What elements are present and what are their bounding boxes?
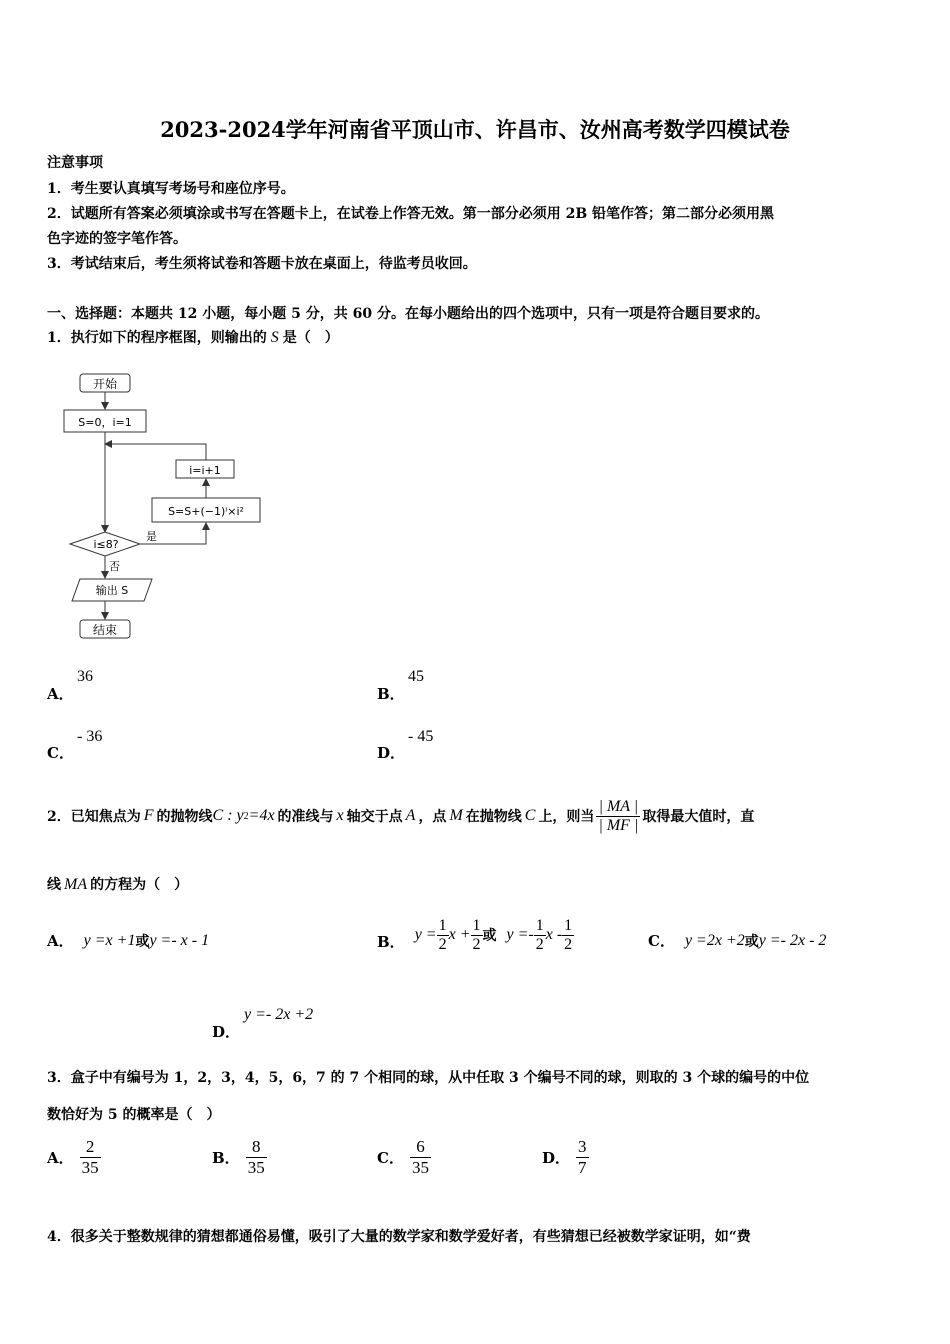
q1-option-a-value: 36	[77, 668, 93, 685]
notice-item-2-line-2: 色字迹的签字笔作答。	[47, 231, 187, 247]
q3-option-a-den: 35	[81, 1158, 99, 1177]
q2-option-b-x2: x -	[545, 926, 563, 943]
question-3-line-2: 数恰好为 5 的概率是（ ）	[47, 1107, 221, 1123]
q2-ratio-den: | MF |	[598, 816, 639, 834]
q2-text-1: 2．已知焦点为	[47, 809, 141, 825]
q2-f: F	[143, 807, 154, 824]
q2-option-b-frac3-den: 2	[535, 935, 544, 953]
q3-option-c	[377, 1137, 431, 1178]
q1-option-b-value: 45	[408, 668, 424, 685]
question-2-stem	[47, 786, 754, 846]
notice-heading: 注意事项	[47, 155, 103, 171]
q2-line2-pre: 线	[47, 877, 61, 893]
flow-no-label: 否	[109, 560, 120, 573]
q2-curve-rhs: =4x	[248, 807, 275, 824]
q2-a: A	[405, 807, 416, 824]
q2-text-7: 上，则当	[538, 809, 595, 825]
q3-option-b-label: B．	[212, 1149, 240, 1167]
q1-option-b-label: B．	[377, 685, 405, 703]
q1-option-d-label: D．	[377, 744, 406, 762]
q2-text-4: 轴交于点	[346, 809, 403, 825]
flow-yes-label: 是	[146, 530, 157, 543]
flow-output-label: 输出 S	[95, 584, 129, 597]
question-1-stem	[47, 327, 339, 347]
q2-option-a-label: A．	[47, 932, 74, 950]
q2-option-b-y: y =	[414, 926, 437, 943]
q3-option-d-den: 7	[578, 1158, 587, 1177]
q3-option-b-den: 35	[247, 1158, 265, 1177]
flow-init-label: S=0，i=1	[78, 416, 132, 429]
q3-option-d-num: 3	[578, 1137, 587, 1156]
q2-curve: C : y	[212, 807, 244, 824]
q3-option-c-label: C．	[377, 1149, 404, 1167]
q2-option-d-label: D．	[212, 1023, 241, 1041]
q3-option-c-num: 6	[416, 1137, 425, 1156]
page-title: 2023-2024学年河南省平顶山市、许昌市、汝州高考数学四模试卷	[160, 117, 790, 142]
q3-option-a-num: 2	[85, 1137, 95, 1156]
q2-ratio-num: | MA |	[598, 797, 639, 815]
q2-ma: MA	[64, 876, 88, 893]
q2-option-b	[377, 909, 574, 961]
q1-option-a-label: A．	[47, 685, 74, 703]
notice-item-2-line-1: 2．试题所有答案必须填涂或书写在答题卡上，在试卷上作答无效。第一部分必须用 2B 铅笔作答；第二部分必须用黑	[47, 206, 775, 222]
q2-option-b-frac4-num: 1	[564, 916, 573, 934]
q3-option-c-den: 35	[411, 1158, 429, 1177]
q2-text-2: 的抛物线	[156, 809, 213, 825]
q2-text-6: 在抛物线	[465, 809, 522, 825]
q2-ratio-fraction	[596, 798, 640, 835]
q2-option-a-or: 或	[135, 933, 150, 950]
q3-option-a	[47, 1137, 101, 1178]
q2-m: M	[449, 807, 463, 824]
q2-text-8: 取得最大值时，直	[642, 809, 755, 825]
q3-option-d-label: D．	[542, 1149, 571, 1167]
q3-option-d	[542, 1137, 589, 1178]
question-2-line-2	[47, 874, 188, 894]
q2-option-b-frac3-num: 1	[535, 916, 544, 934]
q2-option-d-eq: y =- 2x +2	[244, 1006, 314, 1023]
q3-option-b-num: 8	[251, 1137, 261, 1156]
q2-option-c-or: 或	[744, 933, 759, 950]
section-heading: 一、选择题：本题共 12 小题，每小题 5 分，共 60 分。在每小题给出的四个选项中，只有一项是符合题目要求的。	[47, 306, 769, 322]
q3-option-b	[212, 1137, 267, 1178]
q1-option-d-value: - 45	[408, 728, 434, 745]
flow-inc-label: i=i+1	[189, 464, 221, 477]
q2-option-a	[47, 930, 209, 951]
q1-option-c-value: - 36	[77, 728, 103, 745]
q2-option-a-eq2: y =- x - 1	[149, 931, 210, 949]
q2-option-c-eq2: y =- 2x - 2	[758, 931, 827, 949]
q1-option-c-label: C．	[47, 744, 74, 762]
q2-option-b-label: B．	[377, 932, 405, 951]
q2-option-b-x: x +	[448, 926, 471, 943]
q2-option-c	[648, 930, 826, 951]
question-3-line-1: 3．盒子中有编号为 1，2，3，4，5，6，7 的 7 个相同的球，从中任取 3 个编号不同的球，则取的 3 个球的编号的中位	[47, 1070, 810, 1086]
q3-option-a-label: A．	[47, 1149, 74, 1167]
q2-option-b-frac2-den: 2	[472, 935, 481, 953]
question-4-line-1: 4．很多关于整数规律的猜想都通俗易懂，吸引了大量的数学家和数学爱好者，有些猜想已经被数学家证明，如“费	[47, 1229, 751, 1245]
q2-x: x	[336, 807, 344, 824]
q2-option-b-frac4-den: 2	[564, 935, 573, 953]
notice-item-3: 3．考试结束后，考生须将试卷和答题卡放在桌面上，待监考员收回。	[47, 256, 477, 272]
q1-stem-post: 是（ ）	[282, 330, 339, 346]
q2-option-b-frac1-den: 2	[438, 935, 447, 953]
q2-option-b-y2: y =-	[506, 926, 534, 943]
q2-sup: 2	[243, 810, 249, 822]
q1-var: S	[270, 329, 279, 346]
q2-option-b-frac2-num: 1	[472, 916, 481, 934]
flow-condition-label: i≤8?	[93, 538, 119, 551]
q2-option-c-eq1: y =2x +2	[684, 931, 745, 949]
flowchart	[60, 368, 270, 643]
flow-start-label: 开始	[92, 377, 118, 391]
q2-option-b-or: 或	[482, 928, 497, 944]
q2-option-a-eq1: y =x +1	[83, 931, 136, 949]
q1-stem-pre: 1．执行如下的程序框图，则输出的	[47, 330, 267, 346]
q2-text-3: 的准线与	[277, 809, 334, 825]
q2-option-b-frac1-num: 1	[438, 916, 447, 934]
q2-c: C	[524, 807, 536, 824]
q2-line2-post: 的方程为（ ）	[90, 877, 189, 893]
flow-end-label: 结束	[92, 623, 118, 637]
notice-item-1: 1．考生要认真填写考场号和座位序号。	[47, 181, 295, 197]
flow-update-label: S=S+(−1)ⁱ×i²	[168, 505, 244, 518]
q2-option-c-label: C．	[648, 932, 675, 950]
q2-text-5: ，点	[418, 809, 447, 825]
